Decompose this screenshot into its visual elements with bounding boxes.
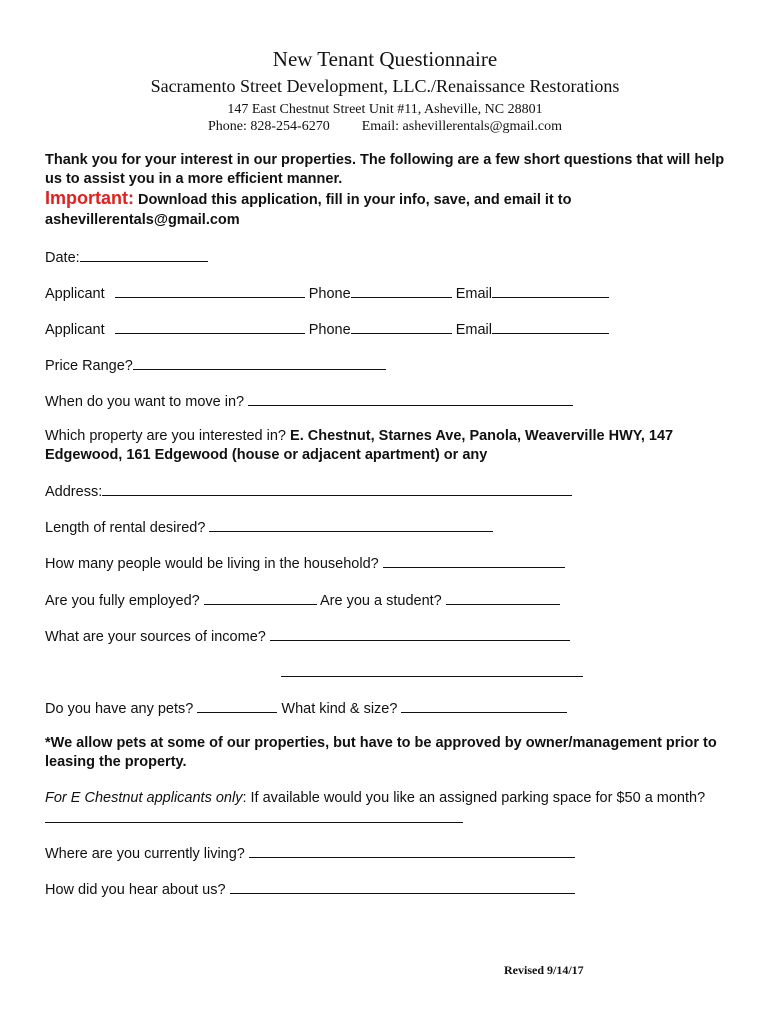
important-label: Important:	[45, 188, 134, 208]
important-notice	[45, 188, 735, 230]
property-options: E. Chestnut, Starnes Ave, Panola, Weaverville HWY, 147 Edgewood, 161 Edgewood (house or adjacent apartment) or any	[45, 428, 674, 463]
people-label: How many people would be living in the household?	[45, 556, 379, 572]
revision-date: Revised 9/14/17	[504, 963, 584, 977]
letterhead	[0, 46, 770, 135]
applicant-name-field[interactable]	[115, 283, 305, 298]
email-label: Email	[455, 322, 492, 338]
move-in-label: When do you want to move in?	[45, 394, 245, 410]
current-living-row	[45, 843, 575, 863]
company-email: Email: ashevillerentals@gmail.com	[361, 119, 562, 134]
company-name: Sacramento Street Development, LLC./Renaissance Restorations	[150, 76, 620, 96]
address-row	[45, 481, 572, 501]
people-row	[45, 553, 565, 573]
current-living-field[interactable]	[249, 843, 575, 858]
employment-row	[45, 590, 560, 610]
important-text: Download this application, fill in your info, save, and email it to ashevillerentals@gmail.com	[45, 192, 572, 228]
applicant-label: Applicant	[45, 286, 105, 302]
price-range-label: Price Range?	[45, 358, 133, 374]
kind-size-label: What kind & size?	[281, 701, 398, 717]
property-question-label: Which property are you interested in?	[45, 428, 286, 444]
current-living-label: Where are you currently living?	[45, 846, 245, 862]
employed-label: Are you fully employed?	[45, 593, 200, 609]
move-in-field[interactable]	[248, 391, 573, 406]
income-row	[45, 626, 570, 646]
pets-row	[45, 698, 567, 718]
applicant-email-field[interactable]	[492, 319, 609, 334]
price-range-row	[45, 355, 386, 375]
income-row-2	[281, 662, 583, 682]
student-field[interactable]	[446, 590, 560, 605]
applicant-row-1	[45, 283, 609, 303]
parking-question-text: : If available would you like an assigned parking space for $50 a month?	[242, 790, 706, 806]
applicant-phone-field[interactable]	[351, 319, 452, 334]
phone-label: Phone	[308, 286, 351, 302]
applicant-email-field[interactable]	[492, 283, 609, 298]
address-field[interactable]	[102, 481, 572, 496]
income-field-2[interactable]	[281, 662, 583, 677]
income-field[interactable]	[270, 626, 570, 641]
applicant-name-field[interactable]	[115, 319, 305, 334]
parking-field[interactable]	[45, 808, 463, 823]
pets-label: Do you have any pets?	[45, 701, 194, 717]
referral-row	[45, 879, 575, 899]
applicant-row-2	[45, 319, 609, 339]
pet-policy-note: *We allow pets at some of our properties, but have to be approved by owner/management prior to leasing the property.	[45, 735, 717, 770]
date-field[interactable]	[80, 247, 208, 262]
page-title: New Tenant Questionnaire	[272, 47, 498, 71]
price-range-field[interactable]	[133, 355, 386, 370]
company-phone: Phone: 828-254-6270	[208, 119, 330, 134]
referral-label: How did you hear about us?	[45, 882, 226, 898]
phone-label: Phone	[308, 322, 351, 338]
company-address: 147 East Chestnut Street Unit #11, Asheville, NC 28801	[227, 102, 543, 117]
parking-qualifier: For E Chestnut applicants only	[45, 790, 243, 806]
income-label: What are your sources of income?	[45, 629, 266, 645]
student-label: Are you a student?	[320, 593, 442, 609]
people-field[interactable]	[383, 553, 565, 568]
employed-field[interactable]	[204, 590, 317, 605]
kind-size-field[interactable]	[401, 698, 567, 713]
date-row	[45, 247, 208, 267]
move-in-row	[45, 391, 573, 411]
length-label: Length of rental desired?	[45, 520, 206, 536]
length-row	[45, 517, 493, 537]
date-label: Date:	[45, 250, 80, 266]
pets-field[interactable]	[197, 698, 277, 713]
property-question	[45, 427, 735, 465]
company-contact	[0, 118, 770, 135]
intro-text: Thank you for your interest in our properties. The following are a few short questions that will help us to assist you in a more efficient manner.	[45, 152, 725, 187]
applicant-label: Applicant	[45, 322, 105, 338]
address-label: Address:	[45, 484, 103, 500]
applicant-phone-field[interactable]	[351, 283, 452, 298]
parking-question	[45, 789, 735, 829]
referral-field[interactable]	[230, 879, 575, 894]
length-field[interactable]	[209, 517, 493, 532]
email-label: Email	[455, 286, 492, 302]
